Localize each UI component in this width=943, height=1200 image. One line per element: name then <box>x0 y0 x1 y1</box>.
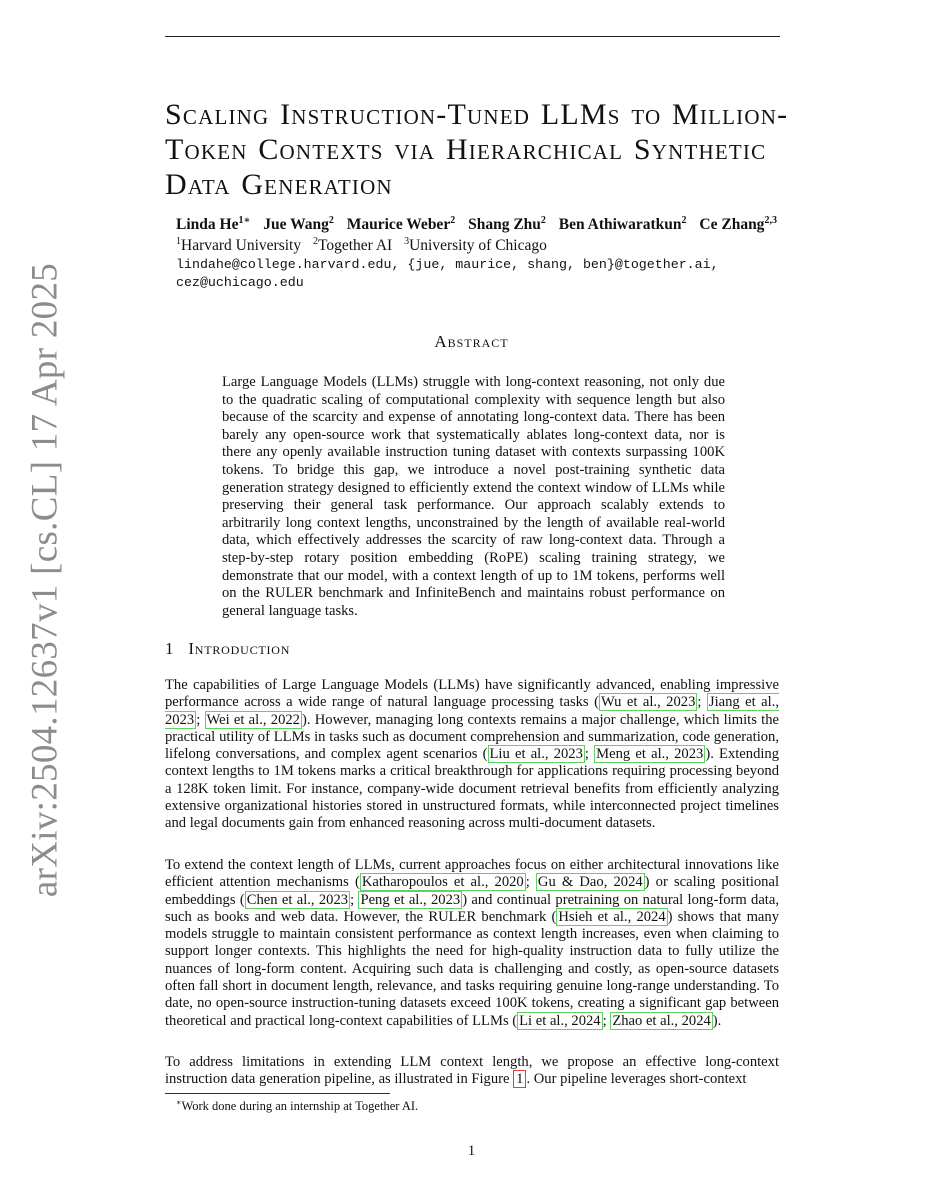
citation-link[interactable]: Liu et al., 2023 <box>489 746 583 763</box>
page-number: 1 <box>467 1143 476 1159</box>
citation-link[interactable]: Hsieh et al., 2024 <box>558 908 666 925</box>
author: Jue Wang$^2$ <box>263 215 334 234</box>
section-heading <box>165 639 290 659</box>
affiliation: $^3$University of Chicago <box>404 236 547 255</box>
footnote: ∗Work done during an internship at Together AI. <box>176 1098 419 1114</box>
citation-link[interactable]: Zhao et al., 2024 <box>612 1012 711 1029</box>
citation-link[interactable]: Katharopoulos et al., 2020 <box>361 874 524 891</box>
paper-title: Scaling Instruction-Tuned LLMs to Million-Token Contexts via Hierarchical Synthetic Data Generation <box>165 98 789 201</box>
author: Ce Zhang$^{2,3}$ <box>699 215 777 234</box>
citation-link[interactable]: Li et al., 2024 <box>519 1012 601 1029</box>
author-emails: lindahe@college.harvard.edu, {jue, maurice, shang, ben}@together.ai, cez@uchicago.edu <box>176 257 719 290</box>
section-number: 1 <box>165 639 175 658</box>
abstract-text: Large Language Models (LLMs) struggle with long-context reasoning, not only due to the quadratic scaling of computational complexity with sequence length but also because of the scarcity and expense of annotating long-context data. There has been barely any open-source work that systematically ablates long-context data, nor is there any openly available instruction tuning dataset with contexts surpassing 100K tokens. To bridge this gap, we introduce a novel post-training synthetic data generation strategy designed to efficiently extend the context window of LLMs while preserving their general task performance. Our approach scalably extends to arbitrarily long context lengths, unconstrained by the length of available real-world data, which effectively addresses the scarcity of raw long-context data. Through a step-by-step rotary position embedding (RoPE) scaling training strategy, we demonstrate that our model, with a context length of up to 1M tokens, performs well on the RULER benchmark and InfiniteBench and maintains robust performance on general language tasks. <box>222 374 725 619</box>
author: Linda $He^{1∗}$ <box>176 215 251 234</box>
author: Shang Zhu$^2$ <box>468 215 546 234</box>
figure-reference-link[interactable]: 1 <box>513 1070 526 1088</box>
intro-paragraph-1: The capabilities of Large Language Models (LLMs) have significantly advanced, enabling impressive performance across a wide range of natural language processing tasks ( Wu et al., 2023 ; Jiang et al., 2023 ; Wei et al., 2022 ). However, managing long contexts remains a major challenge, which limits the practical utility of LLMs in tasks such as document comprehension and summarization, code generation, lifelong conversations, and complex agent scenarios ( Liu et al., 2023 ; Meng et al., 2023 ). Extending context lengths to 1M tokens marks a critical breakthrough for applications requiring processing beyond a 128K token limit. For instance, company-wide document retrieval benefits from efficiently analyzing extensive organizational histories stored in unstructured formats, while interconnected project timelines and legal documents gain from enhanced reasoning across multi-document datasets. <box>165 677 780 832</box>
top-rule <box>165 36 780 37</box>
citation-link[interactable]: Wu et al., 2023 <box>600 694 696 711</box>
intro-paragraph-3: To address limitations in extending LLM context length, we propose an effective long-context instruction data generation pipeline, as illustrated in Figure 1 . Our pipeline leverages short-context <box>165 1054 779 1088</box>
citation-link[interactable]: Gu & Dao, 2024 <box>537 874 643 891</box>
abstract-heading: Abstract <box>434 332 509 351</box>
affiliation: $^1$Harvard University <box>176 236 302 255</box>
footnote-rule <box>165 1093 390 1094</box>
author: Ben Athiwaratkun$^2$ <box>558 215 687 234</box>
citation-link[interactable]: Peng et al., 2023 <box>360 891 461 908</box>
affiliation-list <box>176 236 555 255</box>
intro-paragraph-2: To extend the context length of LLMs, current approaches focus on either architectural innovations like efficient attention mechanisms ( Katharopoulos et al., 2020 ; Gu & Dao, 2024 ) or scaling positional embeddings ( Chen et al., 2023 ; Peng et al., 2023 ) and continual pretraining on natural long-form data, such as books and web data. However, the RULER benchmark ( Hsieh et al., 2024 ) shows that many models struggle to maintain consistent performance as context length increases, even when claiming to support longer contexts. This highlights the need for high-quality instruction data to fully utilize the nuances of long-form content. Acquiring such data is challenging and costly, as open-source datasets often fall short in document length, relevance, and tasks requiring genuine long-range understanding. To date, no open-source instruction-tuning datasets exceed 100K tokens, creating a significant gap between theoretical and practical long-context capabilities of LLMs ( Li et al., 2024 ; Zhao et al., 2024 ). <box>165 857 779 1029</box>
citation-link[interactable]: Chen et al., 2023 <box>246 891 349 908</box>
arxiv-identifier: arXiv:2504.12637v1 [cs.CL] 17 Apr 2025 <box>24 262 66 898</box>
affiliation: $^2$Together AI <box>312 236 393 255</box>
citation-link[interactable]: Jiang et al., 2023 <box>165 694 780 728</box>
citation-link[interactable]: Wei et al., 2022 <box>206 711 300 728</box>
section-title: Introduction <box>188 639 291 658</box>
citation-link[interactable]: Meng et al., 2023 <box>596 746 704 763</box>
author-list <box>176 215 786 234</box>
author: Maurice Weber$^2$ <box>346 215 456 234</box>
